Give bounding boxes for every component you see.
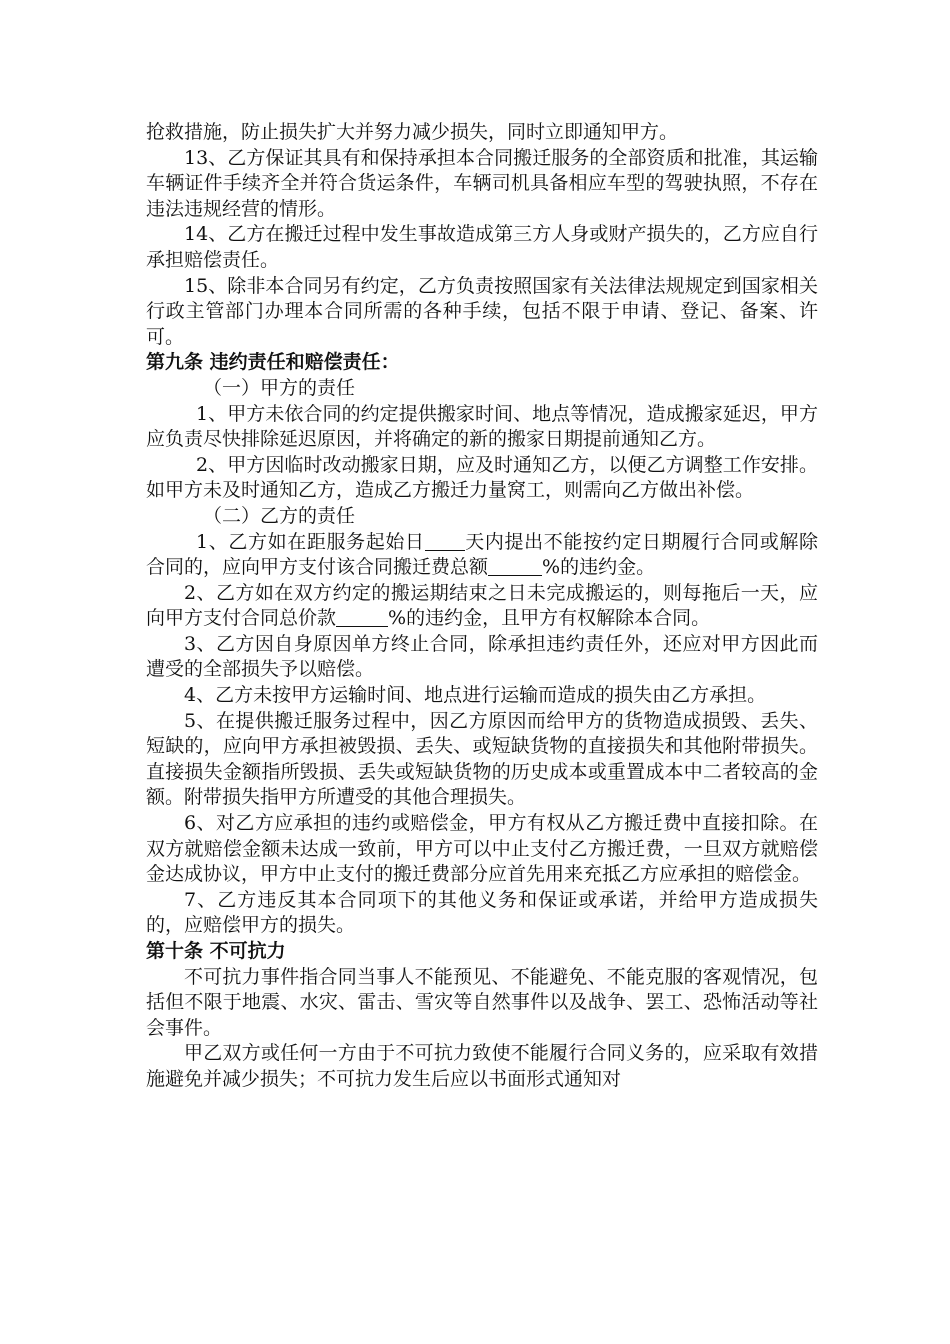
party-b-clause-2	[146, 581, 818, 632]
clause-text: %的违约金。	[542, 556, 656, 579]
article-9-title: 第九条 违约责任和赔偿责任：	[146, 351, 400, 374]
party-a-clause-2: 2、甲方因临时改动搬家日期，应及时通知乙方，以便乙方调整工作安排。如甲方未及时通知乙方，造成乙方搬迁力量窝工，则需向乙方做出补偿。	[146, 453, 818, 502]
party-b-clause-1	[146, 530, 818, 581]
party-a-heading: （一）甲方的责任	[203, 376, 356, 399]
clause-13: 13、乙方保证其具有和保持承担本合同搬迁服务的全部资质和批准，其运输车辆证件手续齐全并符合货运条件，车辆司机具备相应车型的驾驶执照，不存在违法违规经营的情形。	[146, 146, 818, 220]
days-blank	[425, 532, 465, 551]
clause-text: 2、乙方如在双方约定的搬运期结束之日未完成搬运的，则每拖后一天，应向甲方支付合同总价款	[146, 581, 818, 630]
party-b-clause-5: 5、在提供搬迁服务过程中，因乙方原因而给甲方的货物造成损毁、丢失、短缺的，应向甲方承担被毁损、丢失、或短缺货物的直接损失和其他附带损失。直接损失金额指所毁损、丢失或短缺货物的历史成本或重置成本中二者较高的金额。附带损失指甲方所遭受的其他合理损失。	[146, 709, 818, 809]
clause-text: 1、乙方如在距服务起始日	[196, 530, 425, 553]
party-b-clause-6: 6、对乙方应承担的违约或赔偿金，甲方有权从乙方搬迁费中直接扣除。在双方就赔偿金额未达成一致前，甲方可以中止支付乙方搬迁费，一旦双方就赔偿金达成协议，甲方中止支付的搬迁费部分应首先用来充抵乙方应承担的赔偿金。	[146, 812, 818, 886]
party-b-clause-4: 4、乙方未按甲方运输时间、地点进行运输而造成的损失由乙方承担。	[184, 684, 767, 707]
clause-15: 15、除非本合同另有约定，乙方负责按照国家有关法律法规规定到国家相关行政主管部门办理本合同所需的各种手续，包括不限于申请、登记、备案、许可。	[146, 274, 818, 348]
clause-14: 14、乙方在搬迁过程中发生事故造成第三方人身或财产损失的，乙方应自行承担赔偿责任。	[146, 223, 818, 271]
party-b-heading: （二）乙方的责任	[203, 504, 356, 527]
percentage-blank	[336, 608, 388, 627]
paragraph-continuation: 抢救措施，防止损失扩大并努力减少损失，同时立即通知甲方。	[146, 121, 679, 143]
force-majeure-definition: 不可抗力事件指合同当事人不能预见、不能避免、不能克服的客观情况，包括但不限于地震、水灾、雷击、雪灾等自然事件以及战争、罢工、恐怖活动等社会事件。	[146, 965, 818, 1039]
contract-page	[146, 120, 818, 1093]
party-b-clause-3: 3、乙方因自身原因单方终止合同，除承担违约责任外，还应对甲方因此而遭受的全部损失予以赔偿。	[146, 632, 818, 681]
percentage-blank	[488, 557, 542, 576]
party-b-clause-7: 7、乙方违反其本合同项下的其他义务和保证或承诺，并给甲方造成损失的，应赔偿甲方的损失。	[146, 888, 818, 937]
clause-text: 天内提出不能按约定日期履行合同或解除合同的，应向甲方支付该合同搬迁费总额	[146, 530, 818, 579]
clause-text: %的违约金，且甲方有权解除本合同。	[388, 607, 711, 630]
force-majeure-obligation: 甲乙双方或任何一方由于不可抗力致使不能履行合同义务的，应采取有效措施避免并减少损失；不可抗力发生后应以书面形式通知对	[146, 1042, 818, 1090]
party-a-clause-1: 1、甲方未依合同的约定提供搬家时间、地点等情况，造成搬家延迟，甲方应负责尽快排除延迟原因，并将确定的新的搬家日期提前通知乙方。	[146, 402, 818, 451]
article-10-title: 第十条 不可抗力	[146, 940, 286, 962]
